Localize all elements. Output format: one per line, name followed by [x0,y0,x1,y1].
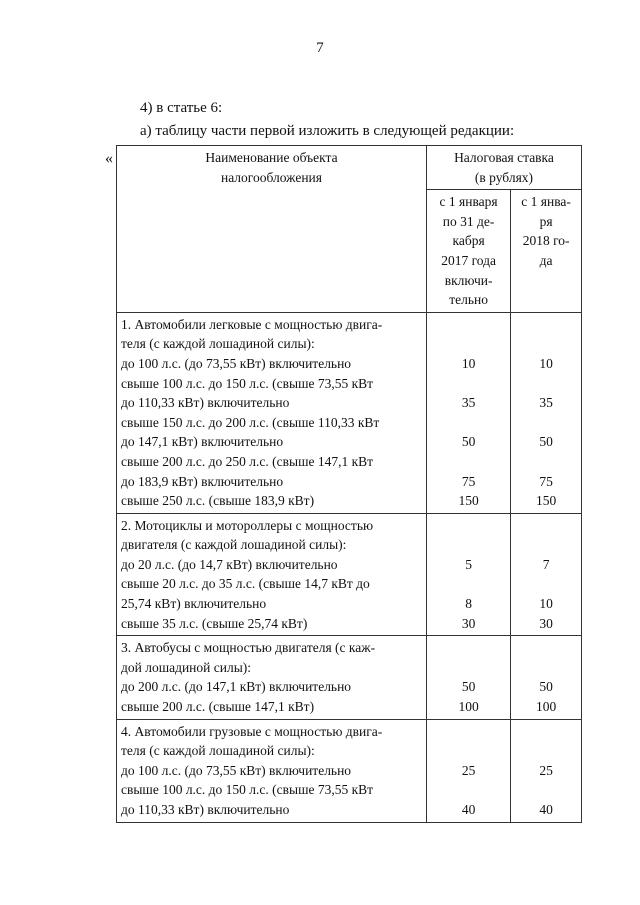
rate-spacer [431,574,506,594]
category-line: 1. Автомобили легковые с мощностью двига- [121,316,383,332]
rate-value: 30 [461,615,476,631]
rate-spacer [515,658,577,678]
category-line: свыше 35 л.с. (свыше 25,74 кВт) [121,615,308,631]
category-line: свыше 20 л.с. до 35 л.с. (свыше 14,7 кВт до [121,576,370,592]
rate-value: 7 [542,556,550,572]
table-row [117,312,582,513]
category-line: теля (с каждой лошадиной силы): [121,743,315,759]
rate-spacer [431,780,506,800]
rate-2017-cell [426,513,510,636]
category-line: свыше 100 л.с. до 150 л.с. (свыше 73,55 кВт [121,375,374,391]
category-line: двигателя (с каждой лошадиной силы): [121,537,347,553]
rate-spacer [431,374,506,394]
rate-value: 35 [539,395,553,411]
header-col1-line: включи- [444,272,493,288]
rate-spacer [515,780,577,800]
category-line: до 100 л.с. (до 73,55 кВт) включительно [121,762,352,778]
category-line: дой лошадиной силы): [121,659,252,675]
header-name-line: Наименование объекта [205,150,338,165]
rate-value: 8 [465,596,472,612]
category-line: 4. Автомобили грузовые с мощностью двига- [121,723,383,739]
rate-value: 50 [539,434,553,450]
rate-value: 50 [461,434,476,450]
rate-value: 40 [539,802,553,817]
header-tax-rate [426,146,581,190]
table-row [117,636,582,719]
rate-spacer [431,315,506,335]
rate-spacer [431,722,506,742]
category-line: 3. Автобусы с мощностью двигателя (с каж- [121,640,376,656]
category-line: до 20 л.с. (до 14,7 кВт) включительно [121,556,338,572]
rate-2017-cell [426,636,510,719]
rate-value: 10 [461,355,476,371]
vehicle-category-cell [117,636,427,719]
rate-value: 75 [461,473,476,489]
category-line: свыше 150 л.с. до 200 л.с. (свыше 110,33 кВт [121,414,380,430]
header-col1-line: 2017 года [441,252,496,268]
category-line: до 110,33 кВт) включительно [121,395,290,411]
tax-rate-table [116,145,582,823]
rate-2017-cell [426,312,510,513]
rate-value: 25 [539,762,553,778]
rate-value: 10 [539,596,553,612]
rate-spacer [431,658,506,678]
category-line: свыше 250 л.с. (свыше 183,9 кВт) [121,493,315,509]
opening-quote: « [105,150,113,167]
rate-value: 50 [461,679,476,695]
rate-2018-cell [511,636,582,719]
rate-value: 100 [458,699,479,715]
rate-spacer [431,535,506,555]
category-line: свыше 200 л.с. (свыше 147,1 кВт) [121,699,315,715]
rate-spacer [515,741,577,761]
table-row [117,513,582,636]
category-line: до 200 л.с. (до 147,1 кВт) включительно [121,679,352,695]
rate-spacer [515,315,577,335]
header-col1-line: с 1 января [439,194,498,210]
rate-spacer [431,741,506,761]
header-name-line: налогообложения [220,169,322,185]
header-col1-line: кабря [452,233,485,249]
rate-value: 5 [465,556,472,572]
paragraph-table-intro: а) таблицу части первой изложить в следующей редакции: [140,123,515,139]
category-line: до 100 л.с. (до 73,55 кВт) включительно [121,355,352,371]
rate-value: 75 [539,473,553,489]
category-line: 25,74 кВт) включительно [121,596,267,612]
header-col1-line: тельно [449,292,488,308]
header-rate-line: (в рублях) [474,169,534,185]
rate-spacer [515,334,577,354]
page-number: 7 [316,40,324,56]
rate-spacer [515,535,577,555]
category-line: до 147,1 кВт) включительно [121,434,284,450]
vehicle-category-cell [117,312,427,513]
rate-spacer [515,638,577,658]
rate-2018-cell [511,312,582,513]
header-col1-line: по 31 де- [442,213,495,229]
rate-value: 35 [461,395,476,411]
header-col2-line: 2018 го- [522,233,570,249]
rate-value: 50 [539,679,553,695]
table-header-row [117,146,582,190]
paragraph-article-6: 4) в статье 6: [140,100,223,116]
rate-spacer [431,413,506,433]
rate-spacer [431,516,506,536]
header-col-2018 [511,190,582,313]
rate-spacer [431,452,506,472]
vehicle-category-cell [117,719,427,822]
rate-value: 40 [461,802,476,817]
category-line: 2. Мотоциклы и мотороллеры с мощностью [121,517,374,533]
rate-2017-cell [426,719,510,822]
rate-spacer [515,722,577,742]
rate-spacer [515,516,577,536]
category-line: свыше 100 л.с. до 150 л.с. (свыше 73,55 кВт [121,782,374,798]
rate-spacer [515,574,577,594]
rate-value: 100 [535,699,557,715]
rate-value: 30 [539,615,553,631]
rate-value: 25 [461,762,476,778]
header-col2-line: да [539,252,553,268]
vehicle-category-cell [117,513,427,636]
rate-value: 10 [539,355,553,371]
rate-value: 150 [535,493,557,509]
rate-value: 150 [458,493,479,509]
rate-spacer [431,638,506,658]
header-col2-line: с 1 янва- [521,194,571,210]
header-object-name [117,146,427,313]
category-line: до 110,33 кВт) включительно [121,802,290,817]
header-col-2017 [426,190,510,313]
table-row [117,719,582,822]
rate-2018-cell [511,719,582,822]
category-line: до 183,9 кВт) включительно [121,473,284,489]
rate-spacer [431,334,506,354]
header-col2-line: ря [539,213,553,229]
rate-spacer [515,374,577,394]
header-rate-line: Налоговая ставка [454,150,554,165]
rate-spacer [515,452,577,472]
rate-spacer [515,413,577,433]
category-line: теля (с каждой лошадиной силы): [121,336,315,352]
rate-2018-cell [511,513,582,636]
category-line: свыше 200 л.с. до 250 л.с. (свыше 147,1 кВт [121,453,374,469]
